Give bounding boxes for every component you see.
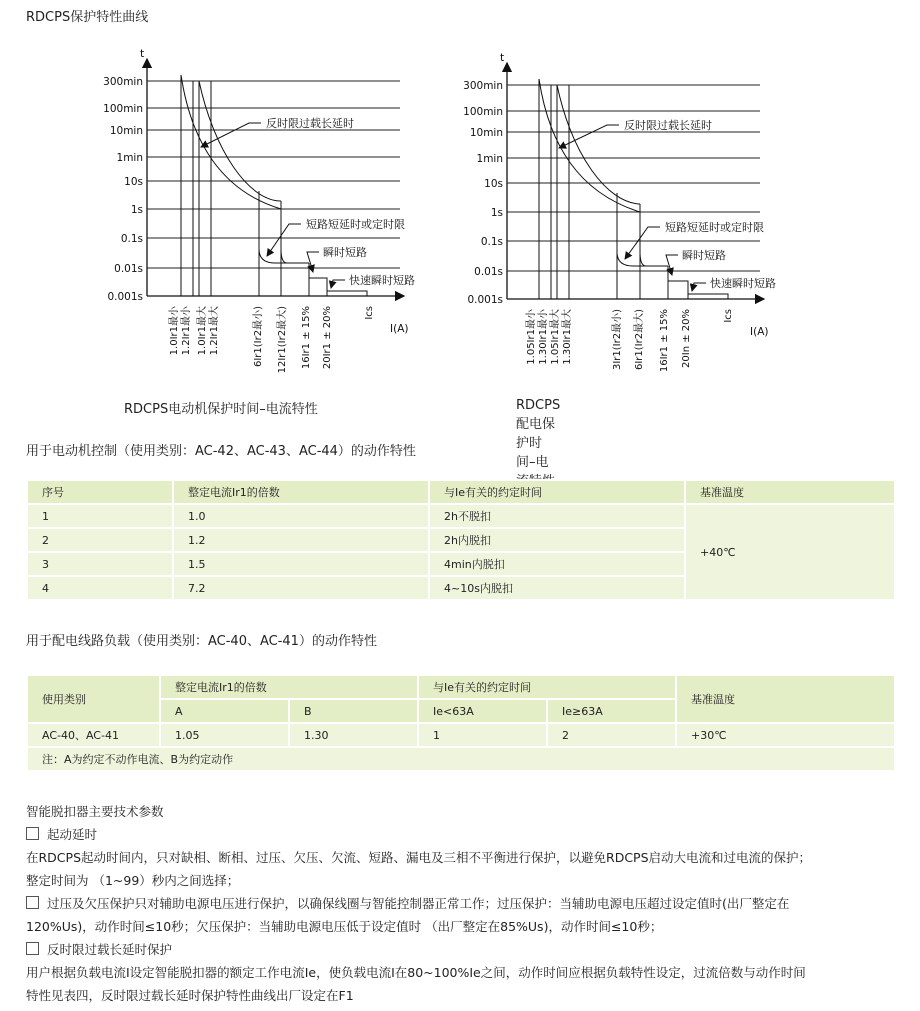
annotation-label: 瞬时短路 — [682, 249, 726, 262]
param-title: 反时限过载长延时保护 — [47, 942, 173, 957]
annotation-label: 短路短延时或定时限 — [665, 221, 764, 234]
y-tick-label: 10min — [469, 127, 503, 139]
header-cell: 序号 — [27, 480, 173, 504]
y-tick-label: 0.001s — [107, 291, 143, 303]
cell: 3 — [27, 552, 173, 576]
x-tick-label: 1.2Ir1最大 — [209, 306, 220, 356]
params-section — [26, 800, 811, 1007]
params-heading: 智能脱扣器主要技术参数 — [26, 804, 164, 819]
cell: 2 — [547, 723, 676, 747]
header-cell: B — [289, 699, 418, 723]
x-tick-label: 1.2Ir1最小 — [181, 306, 192, 356]
y-tick-label: 1s — [490, 207, 503, 219]
distribution-section-heading: 用于配电线路负载（使用类别：AC-40、AC-41）的动作特性 — [26, 634, 377, 649]
cell: 4min内脱扣 — [429, 552, 685, 576]
table-note: 注：A为约定不动作电流、B为约定动作 — [27, 747, 895, 771]
x-axis-label: I(A) — [750, 326, 769, 338]
x-tick-label: 1.30Ir1最大 — [562, 309, 573, 365]
param-text: 整定时间为 （1~99）秒内之间选择； — [26, 873, 240, 888]
header-cell: 整定电流Ir1的倍数 — [160, 675, 418, 699]
y-tick-label: 1min — [476, 153, 503, 165]
table-row — [27, 504, 895, 528]
x-tick-label: 20Ir1 ± 20% — [322, 306, 333, 370]
x-tick-label: 12Ir1(Ir2最大) — [277, 306, 288, 374]
cell: 1.0 — [173, 504, 429, 528]
y-tick-label: 10s — [124, 176, 143, 188]
y-axis-label: t — [140, 47, 145, 60]
cell: 2h不脱扣 — [429, 504, 685, 528]
param-item-voltage — [26, 892, 811, 915]
param-title: 起动延时 — [47, 827, 98, 842]
x-tick-label: 6Ir1(Ir2最大) — [634, 309, 645, 371]
annotation-arrow — [625, 227, 660, 259]
x-tick-label: 1.05Ir1最大 — [550, 309, 561, 365]
cell: 1.2 — [173, 528, 429, 552]
header-cell: 基准温度 — [685, 480, 895, 504]
annotation-label: 反时限过载长延时 — [624, 119, 712, 132]
x-tick-label: 1.0Ir1最大 — [197, 306, 208, 356]
annotation-label: 短路短延时或定时限 — [306, 218, 405, 231]
distribution-chart-svg — [0, 0, 920, 420]
header-cell: 使用类别 — [27, 675, 160, 723]
cell: 4 — [27, 576, 173, 600]
header-cell: Ie<63A — [418, 699, 547, 723]
y-tick-label: 0.1s — [120, 233, 143, 245]
header-cell: A — [160, 699, 289, 723]
table-header-row — [27, 675, 895, 699]
y-tick-label: 0.01s — [474, 266, 503, 278]
annotation-label: 瞬时短路 — [323, 246, 367, 259]
y-tick-label: 10min — [109, 125, 143, 137]
x-tick-label: 6Ir1(Ir2最小) — [253, 306, 264, 368]
y-tick-label: 1min — [116, 152, 143, 164]
distribution-chart-caption: RDCPS配电保护时间–电 — [516, 398, 561, 470]
page-title: RDCPS保护特性曲线 — [26, 10, 149, 25]
checkbox-icon — [26, 896, 39, 909]
table-row — [27, 723, 895, 747]
y-tick-label: 100min — [463, 106, 503, 118]
x-axis-label: I(A) — [390, 323, 409, 335]
y-tick-label: 1s — [130, 204, 143, 216]
cell: 4~10s内脱扣 — [429, 576, 685, 600]
motor-characteristics-table — [26, 479, 896, 601]
motor-chart-caption: RDCPS电动机保护时间–电流特性 — [124, 402, 318, 417]
cell: 2h内脱扣 — [429, 528, 685, 552]
y-tick-label: 0.001s — [467, 294, 503, 306]
distribution-characteristics-table — [26, 674, 896, 772]
param-text: 特性见表四，反时限过载长延时保护特性曲线出厂设定在F1 — [26, 988, 354, 1003]
cell: 1 — [418, 723, 547, 747]
cell: 1 — [27, 504, 173, 528]
motor-section-heading: 用于电动机控制（使用类别：AC-42、AC-43、AC-44）的动作特性 — [26, 444, 416, 459]
y-tick-label: 300min — [463, 80, 503, 92]
x-tick-label: 20In ± 20% — [681, 309, 692, 368]
param-text: 过压及欠压保护只对辅助电源电压进行保护，以确保线圈与智能控制器正常工作；过压保护：当辅助电源电压超过设定值时(出厂整定在 — [47, 896, 790, 911]
x-tick-label: 1.30Ir1最小 — [538, 309, 549, 365]
x-tick-label: 1.05Ir1最小 — [526, 309, 537, 365]
y-tick-label: 300min — [103, 76, 143, 88]
param-text: 用户根据负载电流I设定智能脱扣器的额定工作电流Ie，使负载电流I在80~100%Ie之间，动作时间应根据负载特性设定，过流倍数与动作时间 — [26, 965, 806, 980]
header-cell: Ie≥63A — [547, 699, 676, 723]
y-axis-label: t — [500, 51, 505, 64]
param-text: 120%Us)，动作时间≤10秒；欠压保护：当辅助电源电压低于设定值时 （出厂整定在85%Us)，动作时间≤10秒； — [26, 919, 663, 934]
annotation-label: 反时限过载长延时 — [266, 117, 354, 130]
x-tick-label: 3Ir1(Ir2最小) — [612, 309, 623, 371]
x-tick-label: 16Ir1 ± 15% — [659, 309, 670, 373]
y-tick-label: 0.1s — [480, 236, 503, 248]
annotation-label: 快速瞬时短路 — [349, 274, 415, 287]
header-cell: 基准温度 — [676, 675, 895, 723]
checkbox-icon — [26, 942, 39, 955]
annotation-arrow — [692, 283, 706, 291]
checkbox-icon — [26, 827, 39, 840]
short-delay-curve-max — [640, 252, 646, 266]
header-cell: 整定电流Ir1的倍数 — [173, 480, 429, 504]
cell: 1.05 — [160, 723, 289, 747]
temperature-cell: +40℃ — [685, 504, 895, 600]
x-tick-label: Ics — [723, 309, 734, 323]
header-cell: 与Ie有关的约定时间 — [418, 675, 676, 699]
param-item-start-delay — [26, 823, 811, 846]
cell: 1.30 — [289, 723, 418, 747]
x-tick-label: 1.0Ir1最小 — [169, 306, 180, 356]
annotation-arrow — [559, 125, 619, 148]
note-row — [27, 747, 895, 771]
param-text: 在RDCPS起动时间内，只对缺相、断相、过压、欠压、欠流、短路、漏电及三相不平衡进行保护，以避免RDCPS启动大电流和过电流的保护； — [26, 850, 812, 865]
x-tick-label: 16Ir1 ± 15% — [301, 306, 312, 370]
y-tick-label: 100min — [103, 103, 143, 115]
cell: AC-40、AC-41 — [27, 723, 160, 747]
y-tick-label: 0.01s — [114, 263, 143, 275]
annotation-label: 快速瞬时短路 — [710, 277, 776, 290]
cell: 2 — [27, 528, 173, 552]
x-tick-label: Ics — [364, 306, 375, 320]
y-tick-label: 10s — [484, 178, 503, 190]
table-header-row — [27, 480, 895, 504]
cell: 1.5 — [173, 552, 429, 576]
lower-overload-curve — [539, 79, 640, 212]
param-item-overload — [26, 938, 811, 961]
cell: 7.2 — [173, 576, 429, 600]
header-cell: 与Ie有关的约定时间 — [429, 480, 685, 504]
cell: +30℃ — [676, 723, 895, 747]
